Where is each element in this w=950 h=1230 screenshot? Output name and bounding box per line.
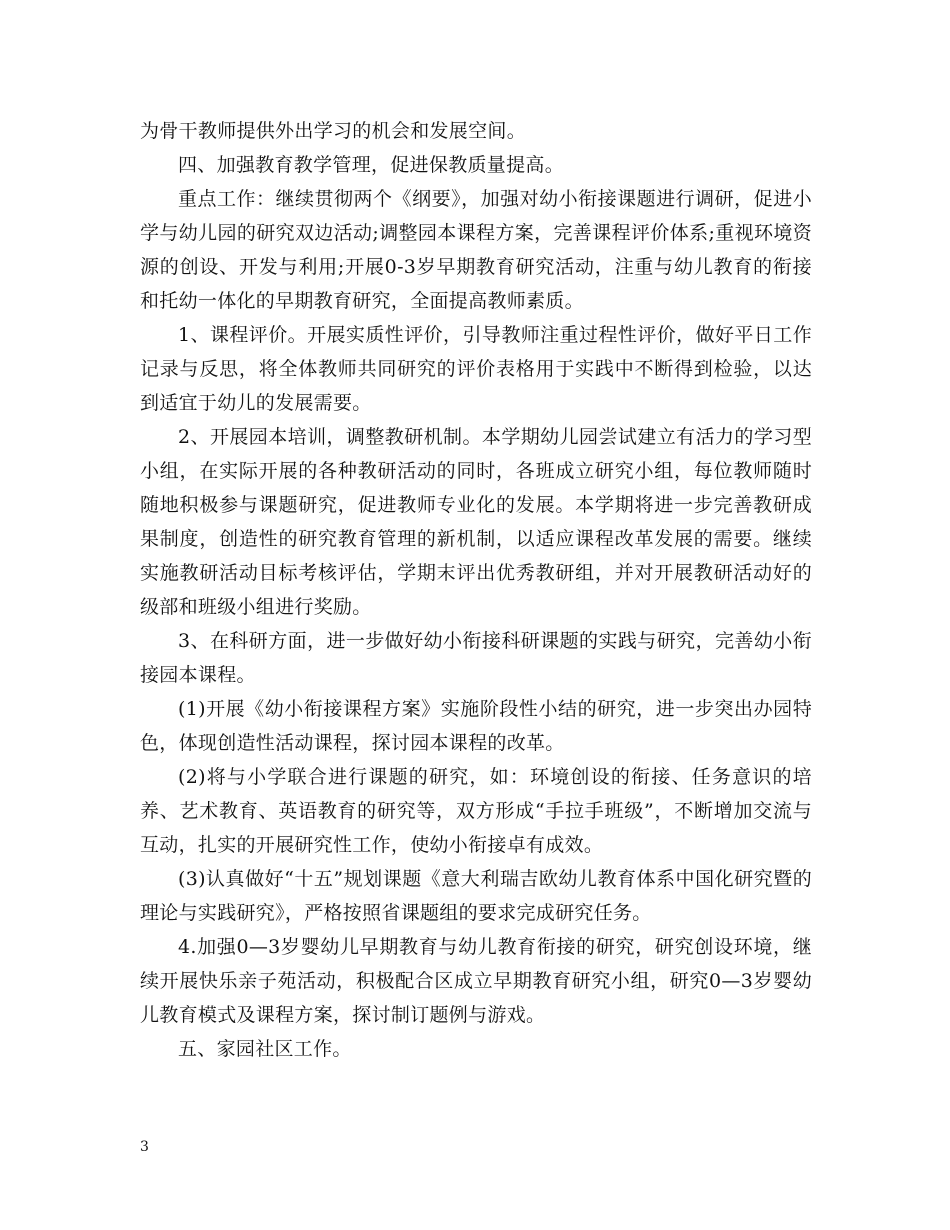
- paragraph-key-work: 重点工作：继续贯彻两个《纲要》，加强对幼小衔接课题进行调研，促进小学与幼儿园的研究双边活动;调整园本课程方案，完善课程评价体系;重视环境资源的创设、开发与利用;开展0-3岁早期教育研究活动，注重与幼儿教育的衔接和托幼一体化的早期教育研究，全面提高教师素质。: [140, 188, 812, 312]
- paragraph-subitem-2: (2)将与小学联合进行课题的研究，如：环境创设的衔接、任务意识的培养、艺术教育、英语教育的研究等，双方形成“手拉手班级”，不断增加交流与互动，扎实的开展研究性工作，使幼小衔接卓有成效。: [140, 766, 812, 856]
- section-heading-5: 五、家园社区工作。: [178, 1038, 352, 1060]
- paragraph-item-1: 1、课程评价。开展实质性评价，引导教师注重过程性评价，做好平日工作记录与反思，将全体教师共同研究的评价表格用于实践中不断得到检验，以达到适宜于幼儿的发展需要。: [140, 324, 812, 414]
- paragraph-item-4: 4.加强0—3岁婴幼儿早期教育与幼儿教育衔接的研究，研究创设环境，继续开展快乐亲子苑活动，积极配合区成立早期教育研究小组，研究0—3岁婴幼儿教育模式及课程方案，探讨制订题例与游戏。: [140, 936, 812, 1026]
- page-number: 3: [140, 1139, 149, 1155]
- paragraph-subitem-3: (3)认真做好“十五”规划课题《意大利瑞吉欧幼儿教育体系中国化研究暨的理论与实践研究》，严格按照省课题组的要求完成研究任务。: [140, 868, 812, 924]
- section-heading-4: 四、加强教育教学管理，促进保教质量提高。: [178, 154, 565, 176]
- document-body: [140, 114, 812, 1066]
- paragraph-continuation: 为骨干教师提供外出学习的机会和发展空间。: [140, 120, 527, 142]
- paragraph-item-2: 2、开展园本培训，调整教研机制。本学期幼儿园尝试建立有活力的学习型小组，在实际开展的各种教研活动的同时，各班成立研究小组，每位教师随时随地积极参与课题研究，促进教师专业化的发展。本学期将进一步完善教研成果制度，创造性的研究教育管理的新机制，以适应课程改革发展的需要。继续实施教研活动目标考核评估，学期末评出优秀教研组，并对开展教研活动好的级部和班级小组进行奖励。: [140, 426, 812, 618]
- paragraph-subitem-1: (1)开展《幼小衔接课程方案》实施阶段性小结的研究，进一步突出办园特色，体现创造性活动课程，探讨园本课程的改革。: [140, 698, 812, 754]
- paragraph-item-3: 3、在科研方面，进一步做好幼小衔接科研课题的实践与研究，完善幼小衔接园本课程。: [140, 630, 812, 686]
